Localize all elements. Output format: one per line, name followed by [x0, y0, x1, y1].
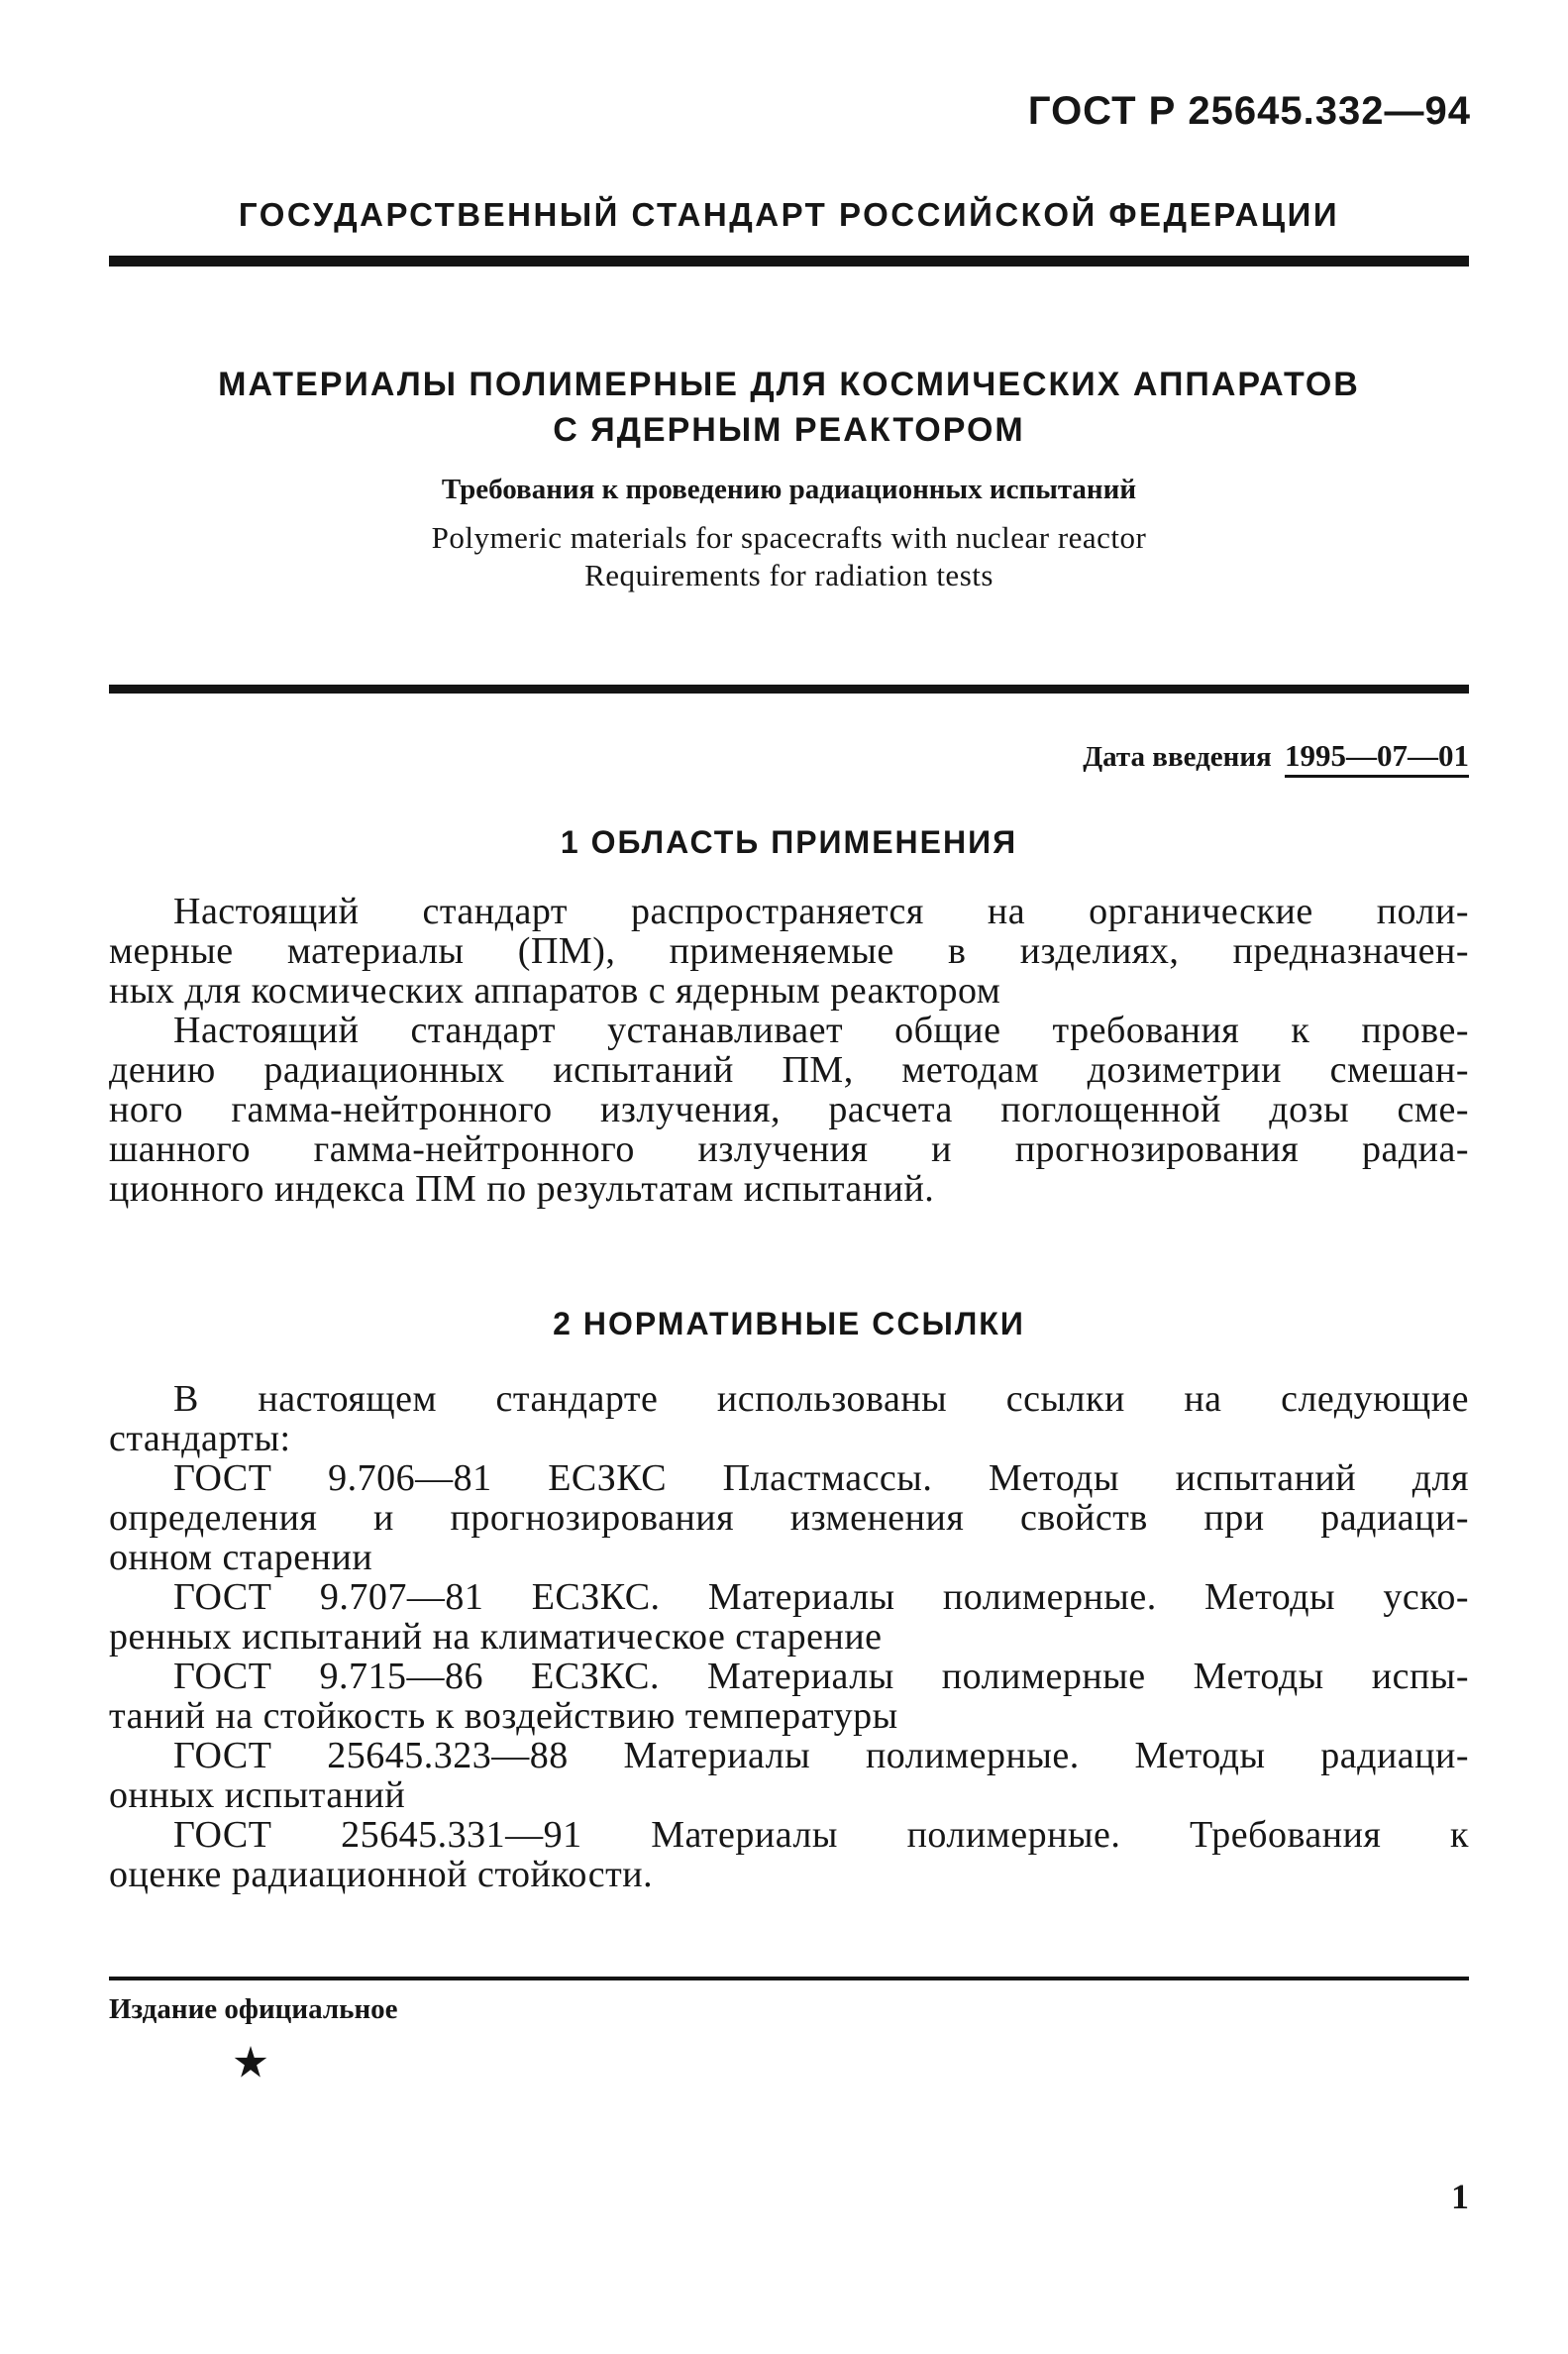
section-2-text [109, 1379, 1469, 1894]
official-edition-label: Издание официальное [109, 1993, 398, 2025]
reference-line: оценке радиационной стойкости. [109, 1854, 654, 1895]
title-line-2: С ЯДЕРНЫМ РЕАКТОРОМ [553, 411, 1025, 449]
subtitle-english-line-2: Requirements for radiation tests [584, 558, 993, 592]
paragraph-line: Настоящий стандарт распространяется на органические поли- [173, 891, 1469, 932]
paragraph-line: шанного гамма-нейтронного излучения и прогнозирования радиа- [109, 1128, 1469, 1170]
page-number: 1 [1451, 2177, 1469, 2216]
state-standard-heading: ГОСУДАРСТВЕННЫЙ СТАНДАРТ РОССИЙСКОЙ ФЕДЕРАЦИИ [238, 196, 1340, 233]
reference-line: ренных испытаний на климатическое старение [109, 1616, 883, 1658]
title-divider [109, 685, 1469, 694]
paragraph-line: Настоящий стандарт устанавливает общие требования к прове- [173, 1010, 1469, 1051]
subtitle-english [109, 519, 1469, 594]
top-divider [109, 256, 1469, 267]
document-title [109, 362, 1469, 453]
paragraph-line: стандарты: [109, 1418, 291, 1459]
title-line-1: МАТЕРИАЛЫ ПОЛИМЕРНЫЕ ДЛЯ КОСМИЧЕСКИХ АППАРАТОВ [218, 366, 1360, 403]
star-icon [234, 2045, 267, 2079]
footnote-divider [109, 1977, 1469, 1980]
reference-line: онных испытаний [109, 1774, 406, 1816]
section-1-heading: 1 ОБЛАСТЬ ПРИМЕНЕНИЯ [560, 824, 1018, 860]
paragraph-line: мерные материалы (ПМ), применяемые в изделиях, предназначен- [109, 930, 1469, 972]
subtitle-russian: Требования к проведению радиационных испытаний [441, 474, 1137, 505]
paragraph-line: ного гамма-нейтронного излучения, расчета поглощенной дозы сме- [109, 1089, 1469, 1130]
reference-line: таний на стойкость к воздействию температуры [109, 1695, 898, 1737]
reference-line: ГОСТ 25645.331—91 Материалы полимерные. Требования к [173, 1814, 1469, 1856]
reference-line: ГОСТ 25645.323—88 Материалы полимерные. Методы радиаци- [173, 1735, 1469, 1776]
reference-line: ГОСТ 9.706—81 ЕСЗКС Пластмассы. Методы испытаний для [173, 1457, 1469, 1499]
reference-line: определения и прогнозирования изменения свойств при радиаци- [109, 1497, 1469, 1539]
introduction-date [1083, 738, 1469, 774]
reference-line: онном старении [109, 1537, 373, 1578]
reference-line: ГОСТ 9.715—86 ЕСЗКС. Материалы полимерные Методы испы- [173, 1656, 1469, 1697]
paragraph-line: дению радиационных испытаний ПМ, методам дозиметрии смешан- [109, 1049, 1469, 1091]
section-1-text [109, 892, 1469, 1209]
reference-line: ГОСТ 9.707—81 ЕСЗКС. Материалы полимерные. Методы уско- [173, 1576, 1469, 1618]
paragraph-line: ных для космических аппаратов с ядерным реактором [109, 970, 1001, 1012]
paragraph-line: ционного индекса ПМ по результатам испытаний. [109, 1168, 935, 1210]
paragraph-line: В настоящем стандарте использованы ссылки на следующие [173, 1378, 1469, 1420]
section-2-heading: 2 НОРМАТИВНЫЕ ССЫЛКИ [553, 1306, 1025, 1341]
introduction-date-value: 1995—07—01 [1285, 738, 1469, 778]
subtitle-english-line-1: Polymeric materials for spacecrafts with nuclear reactor [431, 520, 1147, 555]
gost-number: ГОСТ Р 25645.332—94 [1027, 89, 1471, 133]
introduction-date-label: Дата введения [1083, 741, 1272, 773]
